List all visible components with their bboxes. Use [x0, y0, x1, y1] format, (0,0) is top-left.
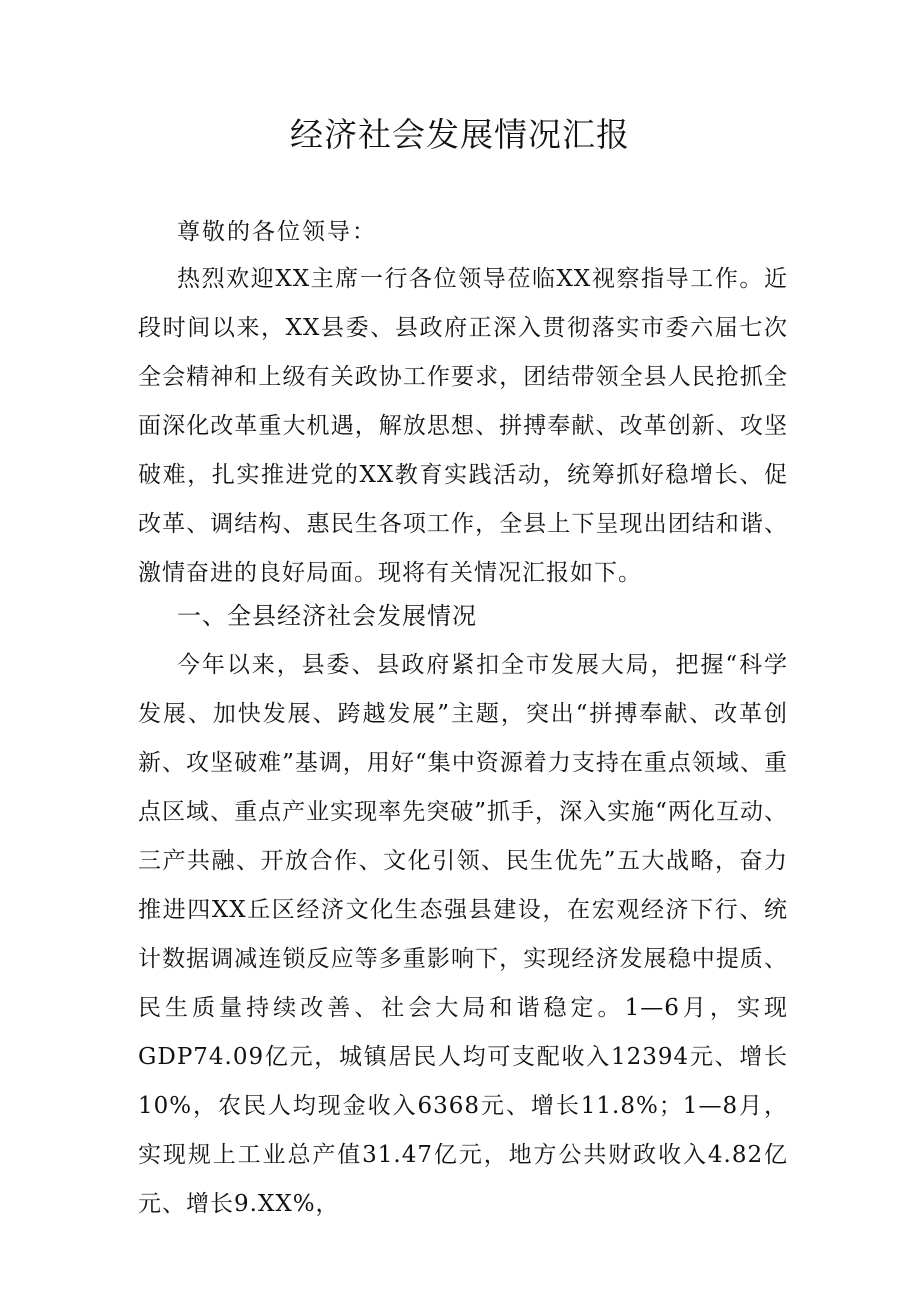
intro-paragraph: 热烈欢迎XX主席一行各位领导莅临XX视察指导工作。近段时间以来，XX县委、县政府正深入贯彻落实市委六届七次全会精神和上级有关政协工作要求，团结带领全县人民抢抓全面深化改革重大机遇，解放思想、拼搏奉献、改革创新、攻坚破难，扎实推进党的XX教育实践活动，统筹抓好稳增长、促改革、调结构、惠民生各项工作，全县上下呈现出团结和谐、激情奋进的良好局面。现将有关情况汇报如下。 [138, 266, 788, 586]
section-heading: 一、全县经济社会发展情况 [177, 602, 477, 630]
development-paragraph: 今年以来，县委、县政府紧扣全市发展大局，把握“科学发展、加快发展、跨越发展”主题，突出“拼搏奉献、改革创新、攻坚破难”基调，用好“集中资源着力支持在重点领域、重点区域、重点产业实现率先突破”抓手，深入实施“两化互动、三产共融、开放合作、文化引领、民生优先”五大战略，奋力推进四XX丘区经济文化生态强县建设，在宏观经济下行、统计数据调减连锁反应等多重影响下，实现经济发展稳中提质、民生质量持续改善、社会大局和谐稳定。1—6月，实现GDP74.09亿元，城镇居民人均可支配收入12394元、增长10%，农民人均现金收入6368元、增长11.8%；1—8月，实现规上工业总产值31.47亿元，地方公共财政收入4.82亿元、增长9.XX%， [138, 652, 788, 1217]
salutation: 尊敬的各位领导： [177, 219, 377, 245]
document-title: 经济社会发展情况汇报 [290, 115, 630, 154]
